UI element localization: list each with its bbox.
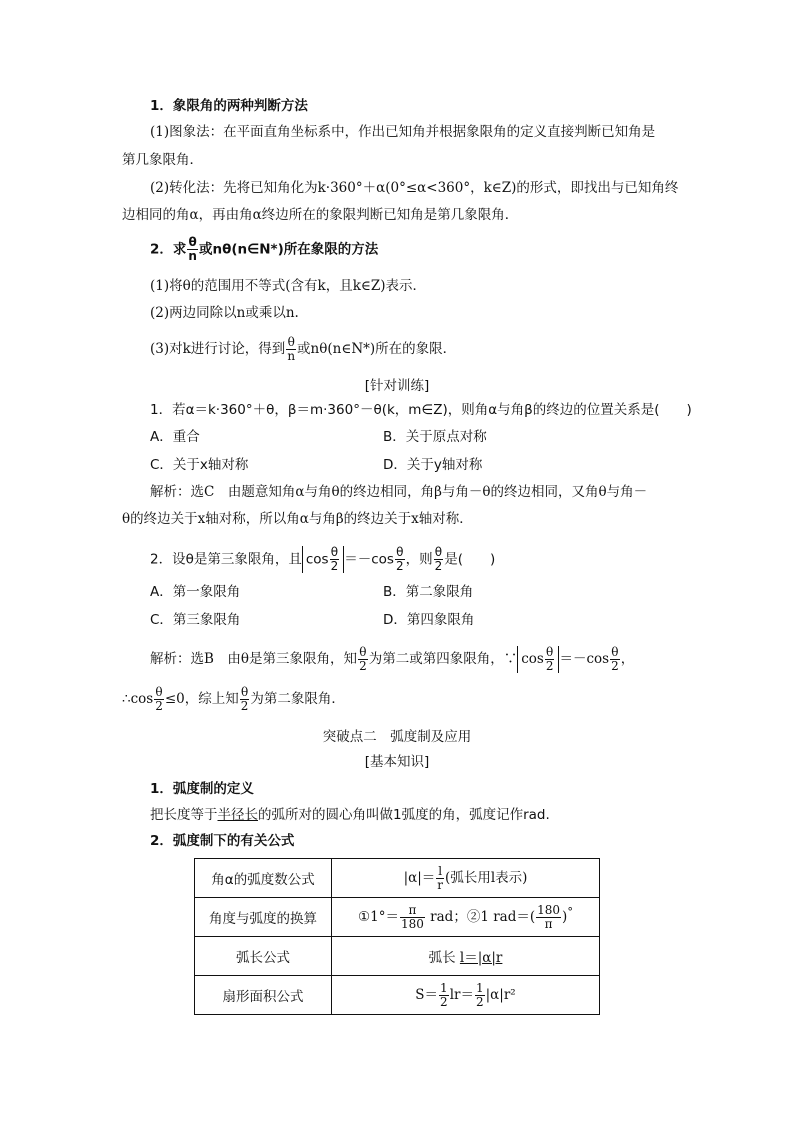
fraction-180-over-pi	[536, 904, 561, 931]
method-2-line-1: (2)转化法：先将已知角化为k·360°＋α(0°≤α<360°，k∈Z)的形式，即找出与已知角终	[150, 180, 679, 196]
cos-label: cos	[305, 551, 329, 568]
fraction-theta-over-2	[358, 646, 368, 673]
fraction-numerator: θ	[359, 645, 367, 659]
fraction-pi-over-180	[400, 904, 425, 931]
arc-length-formula: l＝|α|r	[459, 950, 503, 966]
step-1: (1)将θ的范围用不等式(含有k，且k∈Z)表示．	[150, 278, 427, 294]
formula-text: 弧长	[428, 950, 460, 966]
fraction-numerator: θ	[330, 545, 339, 559]
solution-text: ，	[620, 651, 635, 667]
equals-neg-cos: ＝－cos	[344, 551, 394, 568]
solution-text: 解析：选B 由θ是第三象限角，知	[150, 651, 358, 667]
fraction-numerator: 180	[537, 902, 561, 917]
method-1-line-1: (1)图象法：在平面直角坐标系中，作出已知角并根据象限角的定义直接判断已知角是	[150, 124, 656, 140]
table-cell-value: ①1°＝ $\frac{\pi}{180}$ rad；②1 rad＝( $\frac{180}{\pi}$ )°	[332, 898, 600, 937]
fraction-numerator: θ	[396, 545, 404, 559]
fraction-theta-over-2	[240, 686, 250, 713]
training-label: [针对训练]	[364, 378, 430, 394]
question-2-stem	[150, 546, 495, 573]
table-row	[195, 937, 600, 976]
fraction-denominator: n	[188, 249, 197, 263]
fraction-numerator: θ	[240, 685, 249, 699]
fraction-numerator: 1	[475, 980, 484, 995]
question-2-stem-pre: 2．设θ是第三象限角，且	[150, 551, 302, 568]
table-cell-value	[332, 859, 600, 898]
question-2-option-a: A．第一象限角	[150, 584, 241, 600]
question-2-option-b: B．第二象限角	[383, 584, 474, 600]
section-2-title	[150, 236, 378, 263]
formula-text: rad；②1 rad＝	[425, 908, 530, 925]
fraction-denominator: 2	[155, 699, 163, 713]
table-row	[195, 859, 600, 898]
fraction-denominator: 2	[434, 559, 443, 573]
section-1-title: 1．象限角的两种判断方法	[150, 98, 308, 114]
fraction-denominator: n	[287, 349, 296, 363]
then-label: ，则	[405, 551, 433, 568]
formula-text: |α|＝	[403, 869, 436, 886]
formula-text: |α|r²	[485, 986, 516, 1003]
fraction-numerator: π	[400, 904, 425, 918]
fraction-theta-over-2	[434, 546, 444, 573]
formula-text: (弧长用l表示)	[445, 869, 528, 886]
table-cell-label: 弧长公式	[195, 937, 332, 976]
fraction-numerator: θ	[611, 645, 619, 659]
fraction-l-over-r	[436, 865, 444, 892]
radian-formula-table	[194, 858, 600, 1015]
fraction-denominator: 2	[359, 659, 367, 673]
fraction-denominator: 180	[400, 916, 424, 931]
fraction-one-half	[439, 982, 449, 1009]
step-3-post: 或nθ(n∈N*)所在的象限．	[297, 341, 457, 357]
table-row	[195, 976, 600, 1015]
fraction-denominator: 2	[330, 559, 339, 573]
fraction-denominator: 2	[475, 994, 484, 1009]
definition-pre: 把长度等于	[150, 807, 218, 823]
formula-text: lr＝	[449, 986, 474, 1003]
formulas-title: 2．弧度制下的有关公式	[150, 833, 295, 849]
table-cell-value	[332, 937, 600, 976]
solution-text: ≤0，综上知	[164, 691, 239, 707]
table-cell-label: 角度与弧度的换算	[195, 898, 332, 937]
table-cell-value	[332, 976, 600, 1015]
fraction-numerator: θ	[546, 645, 554, 659]
section-2-title-post: 或nθ(n∈N*)所在象限的方法	[198, 241, 379, 258]
fraction-numerator: 1	[440, 980, 448, 995]
degree-sign: °	[567, 905, 573, 918]
cos-label: cos	[521, 651, 544, 667]
method-1-line-2: 第几象限角．	[122, 152, 203, 168]
fraction-denominator: 2	[395, 559, 404, 573]
fraction-denominator: π	[544, 916, 553, 931]
fraction-numerator: θ	[434, 545, 443, 559]
section-heading: 突破点二 弧度制及应用	[322, 729, 472, 745]
question-1-option-d: D．关于y轴对称	[383, 457, 483, 473]
solution-text: ＝－cos	[559, 651, 610, 667]
table-cell-label: 扇形面积公式	[195, 976, 332, 1015]
fraction-theta-over-2	[395, 546, 405, 573]
fraction-numerator: θ	[155, 685, 163, 699]
fraction-theta-over-2	[545, 646, 555, 673]
definition-underlined-term: 半径长	[217, 807, 258, 823]
solution-text: 为第二或第四象限角，∵	[368, 651, 518, 667]
fraction-denominator: 2	[440, 994, 448, 1009]
question-2-solution-line-1	[150, 646, 634, 673]
table-row	[195, 898, 600, 937]
step-3-pre: (3)对k进行讨论，得到	[150, 341, 286, 357]
step-2: (2)两边同除以n或乘以n.	[150, 305, 299, 321]
question-1-solution-line-2: θ的终边关于x轴对称，所以角α与角β的终边关于x轴对称．	[122, 511, 473, 527]
question-2-option-c: C．第三象限角	[150, 612, 241, 628]
absolute-value	[517, 646, 559, 673]
question-2-stem-post: 是( )	[444, 551, 496, 568]
fraction-numerator: θ	[188, 235, 197, 249]
formula-text: ①1°＝	[358, 908, 399, 925]
question-1-solution-line-1: 解析：选C 由题意知角α与角θ的终边相同，角β与角－θ的终边相同，又角θ与角－	[150, 484, 648, 500]
basic-knowledge-label: [基本知识]	[364, 754, 430, 770]
question-1-option-c: C．关于x轴对称	[150, 457, 249, 473]
fraction-denominator: 2	[611, 659, 619, 673]
radian-definition-text	[150, 805, 550, 825]
step-3	[150, 336, 456, 363]
section-2-title-pre: 2．求	[150, 241, 187, 258]
fraction-denominator: r	[437, 877, 444, 892]
method-2-line-2: 边相同的角α，再由角α终边所在的象限判断已知角是第几象限角．	[122, 207, 519, 223]
fraction-one-half	[475, 982, 485, 1009]
fraction-numerator: θ	[287, 335, 295, 349]
question-2-option-d: D．第四象限角	[383, 612, 475, 628]
question-1-stem: 1．若α＝k·360°＋θ，β＝m·360°－θ(k，m∈Z)，则角α与角β的终边的位置关系是( )	[150, 402, 692, 418]
absolute-value	[302, 546, 344, 573]
fraction-theta-over-2	[330, 546, 340, 573]
question-1-option-a: A．重合	[150, 429, 200, 445]
solution-text: 为第二象限角．	[250, 691, 345, 707]
fraction-theta-over-2	[154, 686, 164, 713]
formula-text: S＝	[415, 986, 439, 1003]
fraction-numerator: l	[438, 863, 443, 878]
solution-text: ∴cos	[122, 691, 154, 707]
table-cell-label: 角α的弧度数公式	[195, 859, 332, 898]
fraction-denominator: 2	[545, 659, 554, 673]
question-2-solution-line-2	[122, 686, 345, 713]
fraction-theta-over-n	[286, 336, 296, 363]
definition-post: 的弧所对的圆心角叫做1弧度的角，弧度记作rad.	[258, 807, 550, 823]
fraction-theta-over-n	[187, 236, 198, 263]
fraction-denominator: 2	[240, 699, 249, 713]
question-1-option-b: B．关于原点对称	[383, 429, 487, 445]
fraction-theta-over-2	[610, 646, 620, 673]
radian-definition-title: 1．弧度制的定义	[150, 781, 254, 797]
